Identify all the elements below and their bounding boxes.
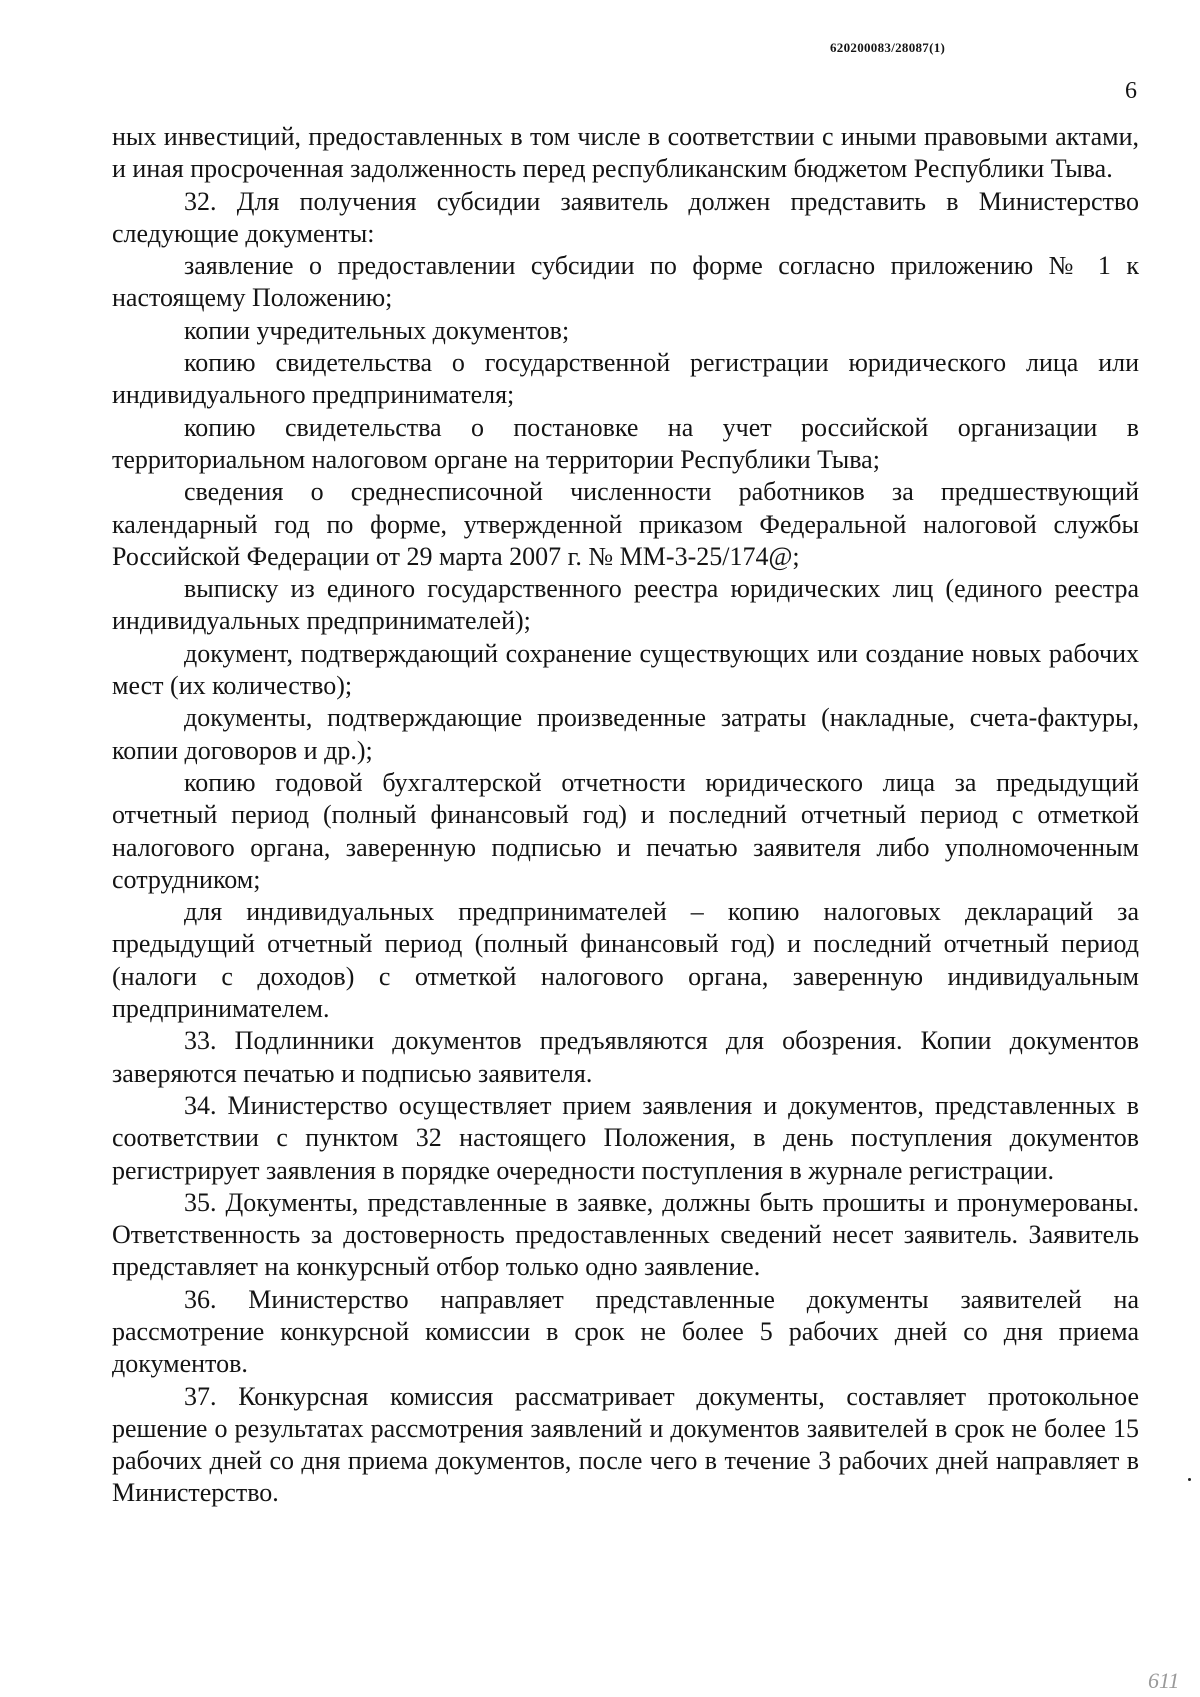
list-item-tax-declarations: для индивидуальных предпринимателей – копию налоговых деклараций за предыдущий отчетный период (полный финансовый год) и последний отчетный период (налоги с доходов) с отметкой налогового органа, заверенную индивидуальным предпринимателем. [112,897,1139,1024]
list-item-accounting: копию годовой бухгалтерской отчетности юридического лица за предыдущий отчетный период (полный финансовый год) и последний отчетный период с отметкой налогового органа, заверенную подписью и печатью заявителя либо уполномоченным сотрудником; [112,767,1139,894]
list-item-registration-certificate: копию свидетельства о государственной регистрации юридического лица или индивидуального предпринимателя; [112,348,1139,410]
list-item-application: заявление о предоставлении субсидии по форме согласно приложению № 1 к настоящему Положению; [112,251,1139,313]
page-number: 6 [1125,78,1137,104]
paragraph-33: 33. Подлинники документов предъявляются для обозрения. Копии документов заверяются печатью и подписью заявителя. [112,1026,1139,1088]
list-item-expenses: документы, подтверждающие произведенные затраты (накладные, счета-фактуры, копии договоров и др.); [112,703,1139,765]
list-item-founding-docs: копии учредительных документов; [184,315,570,345]
paragraph-34: 34. Министерство осуществляет прием заявления и документов, представленных в соответствии с пунктом 32 настоящего Положения, в день поступления документов регистрирует заявления в порядке очередности поступления в журнале регистрации. [112,1090,1139,1185]
corner-handwritten-mark: 611 [1148,1668,1180,1693]
paragraph-37: 37. Конкурсная комиссия рассматривает документы, составляет протокольное решение о результатах рассмотрения заявлений и документов заявителей в срок не более 15 рабочих дней со дня приема документов, после чего в течение 3 рабочих дней направляет в Министерство. [112,1381,1139,1508]
paragraph-35: 35. Документы, представленные в заявке, должны быть прошиты и пронумерованы. Ответственность за достоверность предоставленных сведений несет заявитель. Заявитель представляет на конкурсный отбор только одно заявление. [112,1187,1139,1282]
scan-speck [1188,1478,1191,1481]
paragraph-continuation: ных инвестиций, предоставленных в том числе в соответствии с иными правовыми актами, и иная просроченная задолженность перед республиканским бюджетом Республики Тыва. [112,122,1139,184]
paragraph-32: 32. Для получения субсидии заявитель должен представить в Министерство следующие документы: [112,186,1139,248]
list-item-jobs-document: документ, подтверждающий сохранение существующих или создание новых рабочих мест (их количество); [112,638,1139,701]
list-item-tax-registration: копию свидетельства о постановке на учет российской организации в территориальном налоговом органе на территории Республики Тыва; [112,412,1139,474]
list-item-registry-extract: выписку из единого государственного реестра юридических лиц (единого реестра индивидуальных предпринимателей); [112,574,1139,636]
paragraph-36: 36. Министерство направляет представленные документы заявителей на рассмотрение конкурсной комиссии в срок не более 5 рабочих дней со дня приема документов. [112,1284,1139,1379]
document-id: 620200083/28087(1) [830,40,946,55]
list-item-headcount: сведения о среднесписочной численности работников за предшествующий календарный год по форме, утвержденной приказом Федеральной налоговой службы Российской Федерации от 29 марта 2007 г. № ММ-3-25/174@; [112,477,1139,571]
document-body [112,121,1139,1510]
